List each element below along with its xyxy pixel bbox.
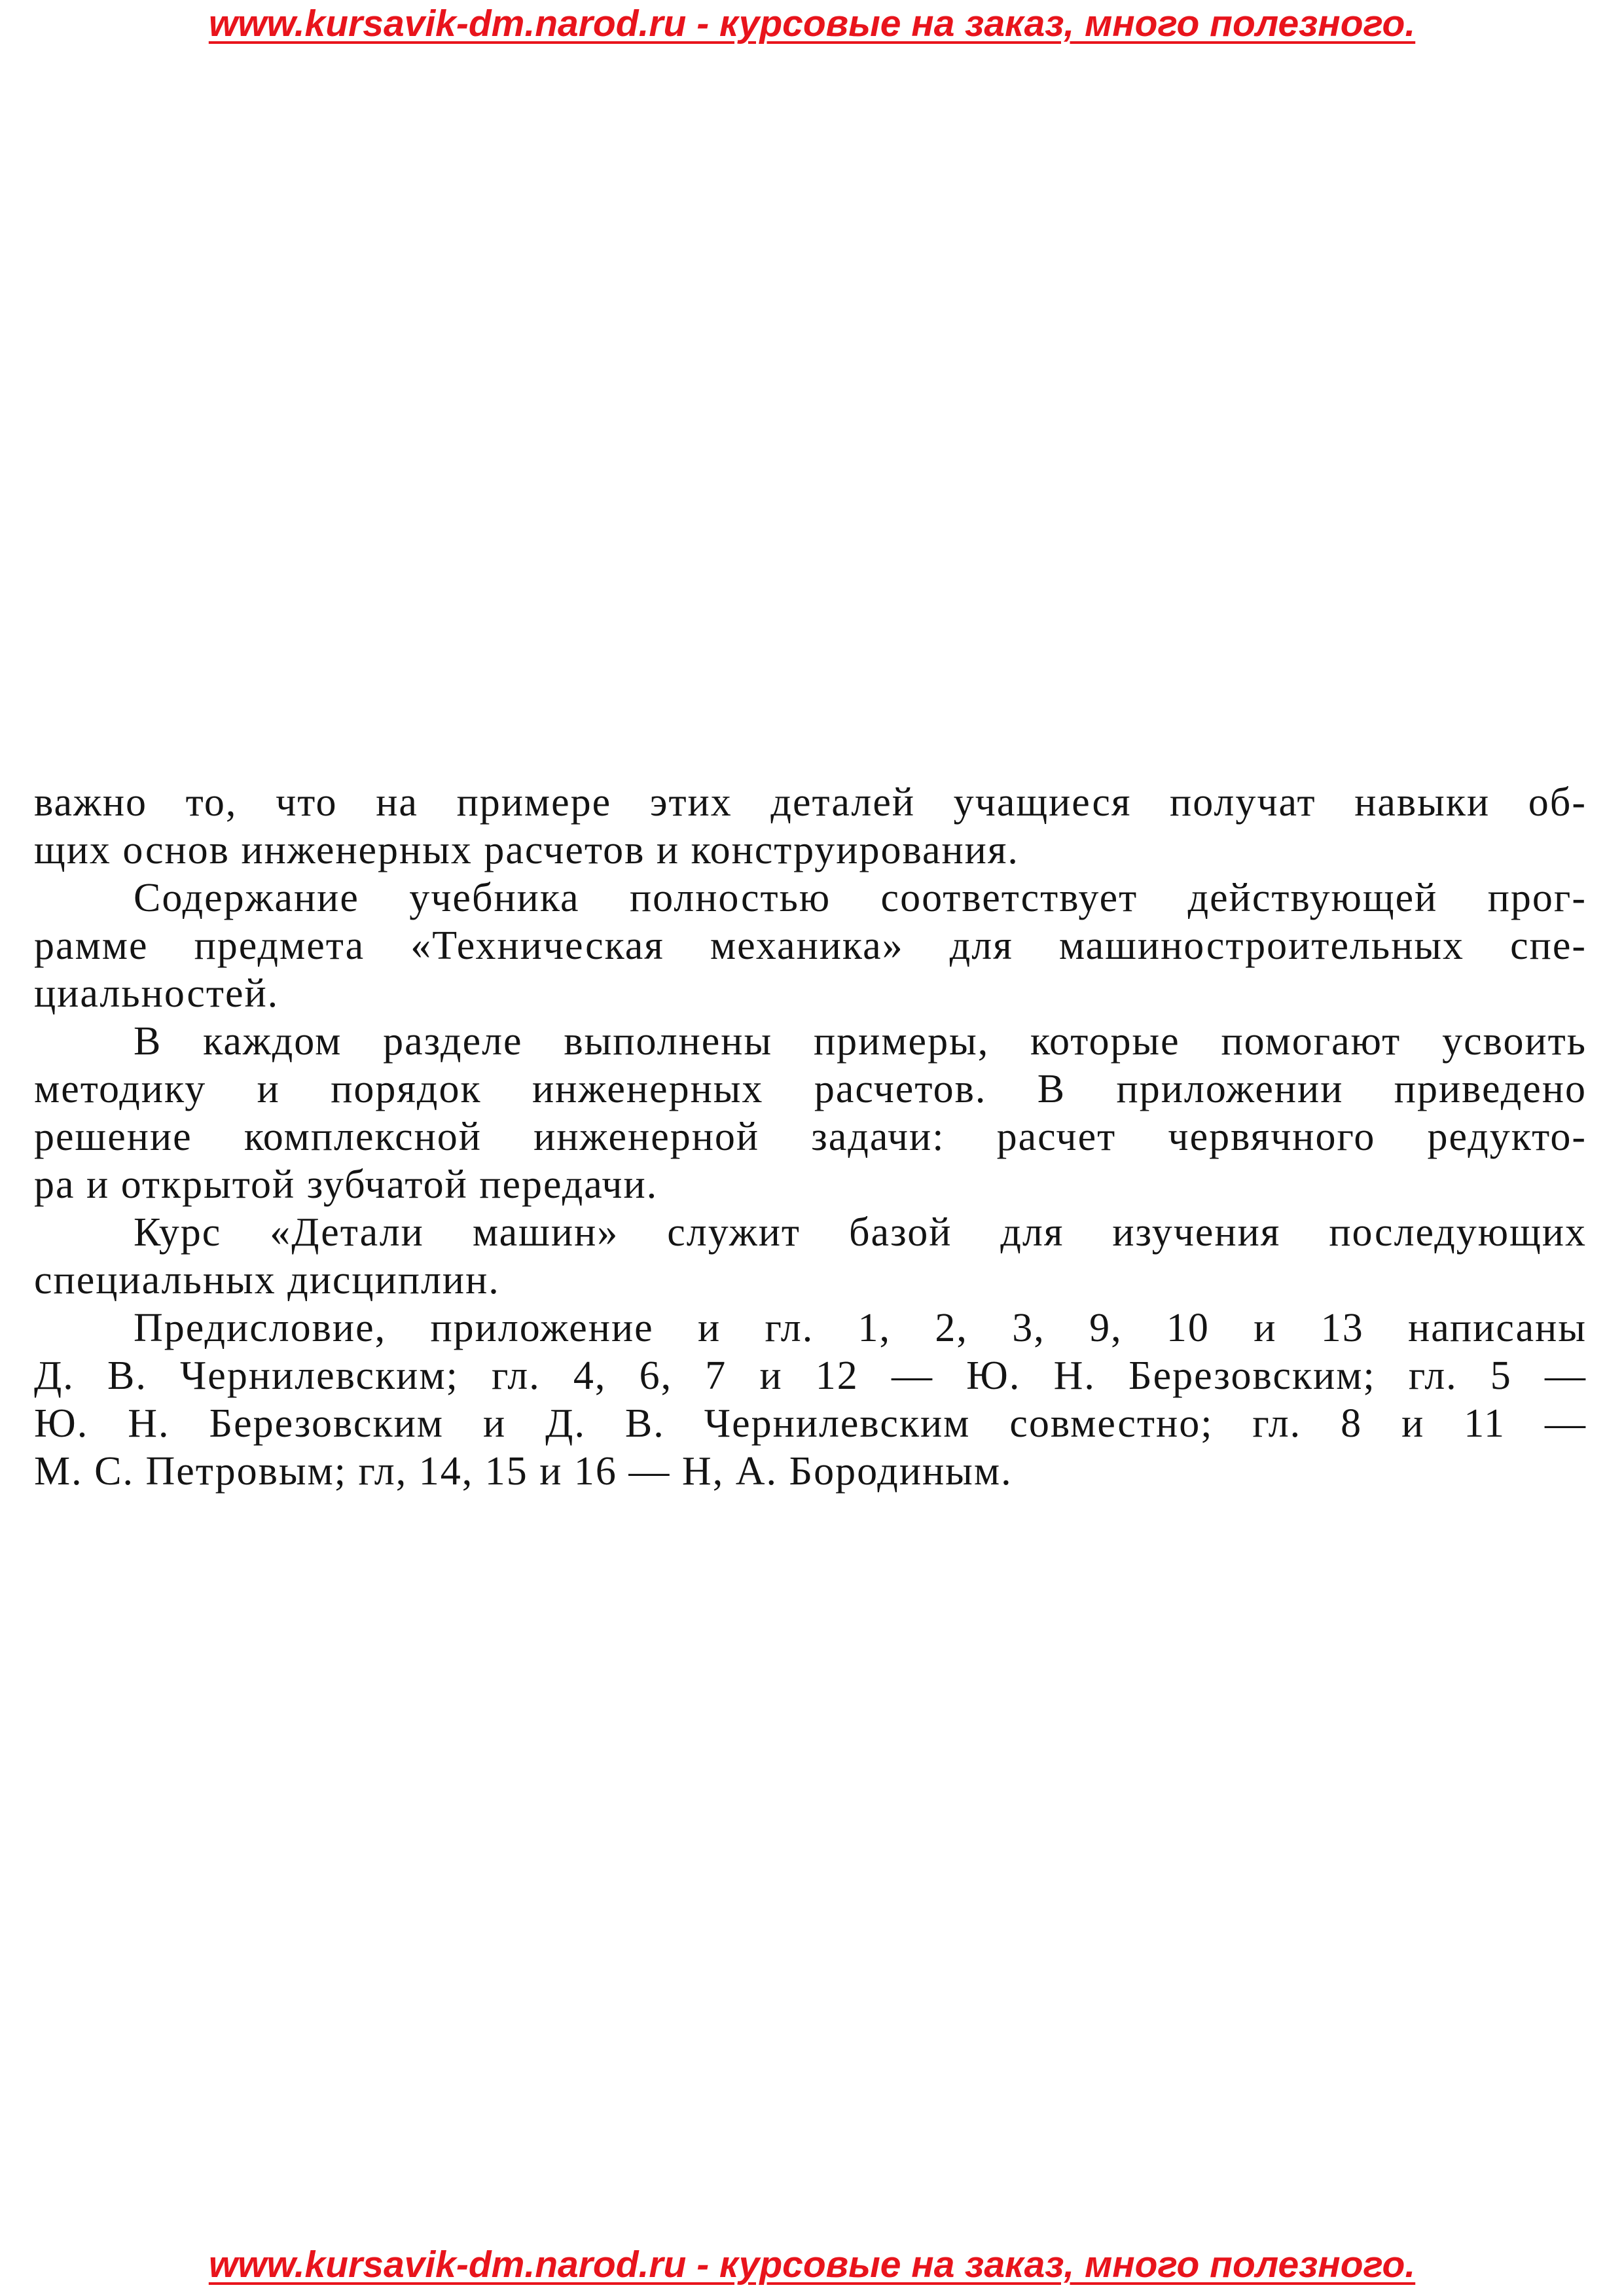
paragraph-3 xyxy=(34,1018,1587,1209)
text-line: Ю. Н. Березовским и Д. В. Чернилевским совместно; гл. 8 и 11 — xyxy=(34,1401,1587,1446)
paragraph-1 xyxy=(34,779,1587,874)
text-line: М. С. Петровым; гл, 14, 15 и 16 — Н, А. Бородиным. xyxy=(34,1449,1013,1494)
text-line: ра и открытой зубчатой передачи. xyxy=(34,1162,659,1207)
text-line: специальных дисциплин. xyxy=(34,1258,500,1302)
text-line: решение комплексной инженерной задачи: расчет червячного редукто- xyxy=(34,1115,1587,1159)
text-line: щих основ инженерных расчетов и конструирования. xyxy=(34,828,1019,872)
text-line: Предисловие, приложение и гл. 1, 2, 3, 9, 10 и 13 написаны xyxy=(134,1306,1587,1350)
text-line: циальностей. xyxy=(34,971,280,1016)
text-line: В каждом разделе выполнены примеры, которые помогают усвоить xyxy=(134,1019,1587,1064)
paragraph-5 xyxy=(34,1304,1587,1496)
text-line: важно то, что на примере этих деталей учащиеся получат навыки об- xyxy=(34,780,1587,825)
text-line: рамме предмета «Техническая механика» для машиностроительных спе- xyxy=(34,924,1587,968)
paragraph-2 xyxy=(34,874,1587,1018)
paragraph-4 xyxy=(34,1209,1587,1304)
footer-site-link[interactable]: www.kursavik-dm.narod.ru - курсовые на заказ, много полезного. xyxy=(208,2244,1416,2286)
text-line: Курс «Детали машин» служит базой для изучения последующих xyxy=(134,1210,1587,1255)
header-site-link[interactable]: www.kursavik-dm.narod.ru - курсовые на заказ, много полезного. xyxy=(208,3,1416,45)
text-line: Содержание учебника полностью соответствует действующей прог- xyxy=(134,876,1587,920)
page-body-text xyxy=(34,779,1587,1496)
text-line: методику и порядок инженерных расчетов. В приложении приведено xyxy=(34,1067,1587,1111)
text-line: Д. В. Чернилевским; гл. 4, 6, 7 и 12 — Ю. Н. Березовским; гл. 5 — xyxy=(34,1354,1587,1398)
